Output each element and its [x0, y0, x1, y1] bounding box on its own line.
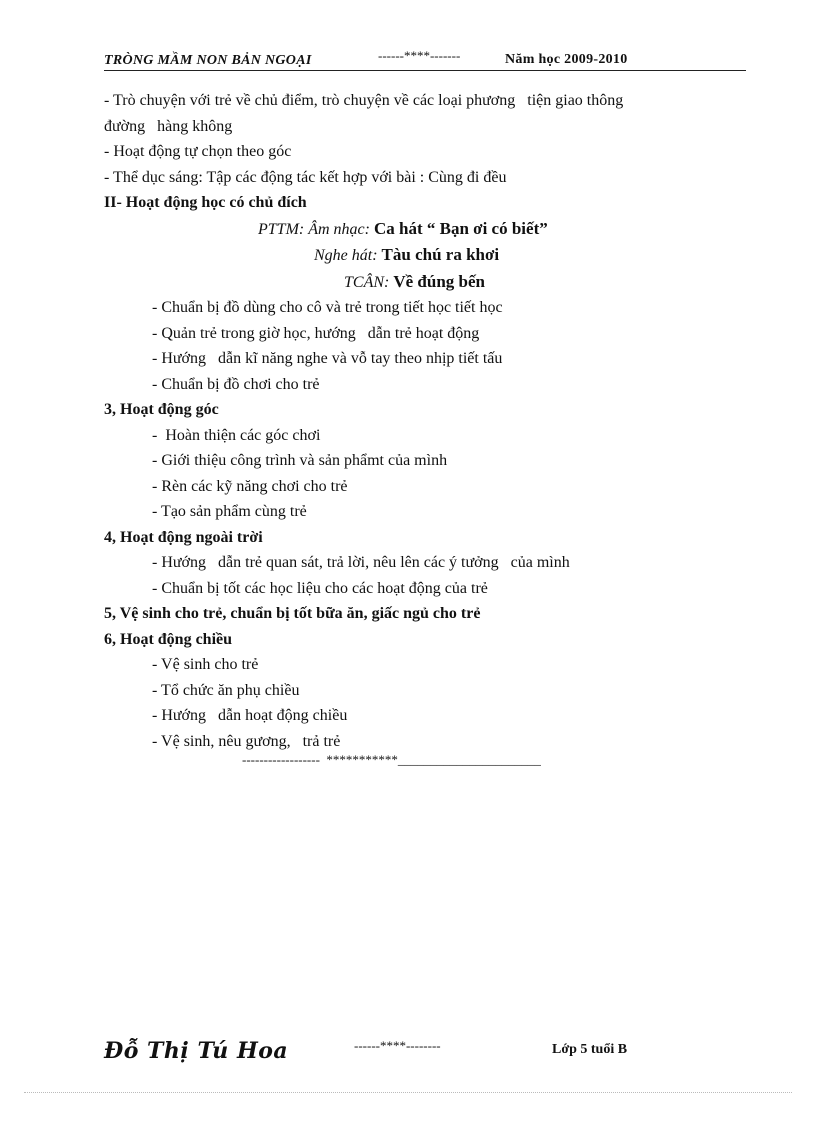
list-item: - Hướng dẫn hoạt động chiều: [152, 707, 348, 724]
list-item: - Chuẩn bị đồ dùng cho cô và trẻ trong tiết học tiết học: [152, 299, 503, 316]
list-item: - Hướng dẫn kĩ năng nghe và vỗ tay theo nhịp tiết tấu: [152, 350, 503, 367]
list-item: - Hướng dẫn trẻ quan sát, trả lời, nêu lên các ý tưởng của mình: [152, 554, 570, 571]
list-item: - Tạo sản phẩm cùng trẻ: [152, 503, 307, 520]
list-item: - Tổ chức ăn phụ chiều: [152, 681, 300, 699]
author-name: Đỗ Thị Tú Hoa: [104, 1038, 289, 1064]
header-stars: ------****-------: [378, 48, 461, 63]
footer-stars: ------****--------: [354, 1038, 441, 1053]
text-line: - Thể dục sáng: Tập các động tác kết hợp với bài : Cùng đi đều: [104, 168, 507, 186]
section-2-title: II- Hoạt động học có chủ đích: [104, 194, 307, 211]
page-bottom-border: [24, 1092, 792, 1093]
lesson-game-label: TCÂN:: [344, 273, 390, 291]
school-year: Năm học 2009-2010: [505, 52, 628, 67]
section-6-title: 6, Hoạt động chiều: [104, 630, 233, 648]
text-line: đường hàng không: [104, 117, 233, 135]
lesson-listen-value: Tàu chú ra khơi: [381, 245, 500, 264]
section-3-title: 3, Hoạt động góc: [104, 401, 219, 418]
document-body: [104, 88, 744, 770]
list-item: - Chuẩn bị đồ chơi cho trẻ: [152, 375, 320, 393]
list-item: - Giới thiệu công trình và sản phẩmt của mình: [152, 452, 448, 469]
list-item: - Quản trẻ trong giờ học, hướng dẫn trẻ hoạt động: [152, 324, 480, 342]
section-5-title: 5, Vệ sinh cho trẻ, chuẩn bị tốt bữa ăn, giấc ngủ cho trẻ: [104, 605, 481, 622]
school-name: TRÒNG MẦM NON BẢN NGOẠI: [104, 53, 312, 68]
section-divider: ------------------ ***********______________________: [242, 752, 541, 767]
text-line: - Trò chuyện với trẻ về chủ điểm, trò chuyện về các loại phương tiện giao thông: [104, 92, 624, 109]
lesson-listen: [104, 242, 744, 269]
page-header: [104, 48, 746, 71]
text-line: - Hoạt động tự chọn theo góc: [104, 143, 292, 160]
lesson-game-value: Về đúng bến: [393, 271, 485, 291]
lesson-music-label: PTTM: Âm nhạc:: [258, 220, 370, 238]
list-item: - Chuẩn bị tốt các học liệu cho các hoạt động của trẻ: [152, 579, 488, 597]
list-item: - Vệ sinh, nêu gương, trả trẻ: [152, 732, 341, 750]
lesson-listen-label: Nghe hát:: [314, 247, 378, 264]
list-item: - Vệ sinh cho trẻ: [152, 656, 259, 673]
lesson-music-value: Ca hát “ Bạn ơi có biết”: [373, 218, 548, 238]
section-4-title: 4, Hoạt động ngoài trời: [104, 528, 263, 546]
lesson-game: [104, 269, 744, 296]
class-name: Lớp 5 tuổi B: [552, 1042, 628, 1057]
list-item: - Hoàn thiện các góc chơi: [152, 426, 321, 444]
list-item: - Rèn các kỹ năng chơi cho trẻ: [152, 477, 348, 495]
lesson-music: [104, 216, 744, 243]
